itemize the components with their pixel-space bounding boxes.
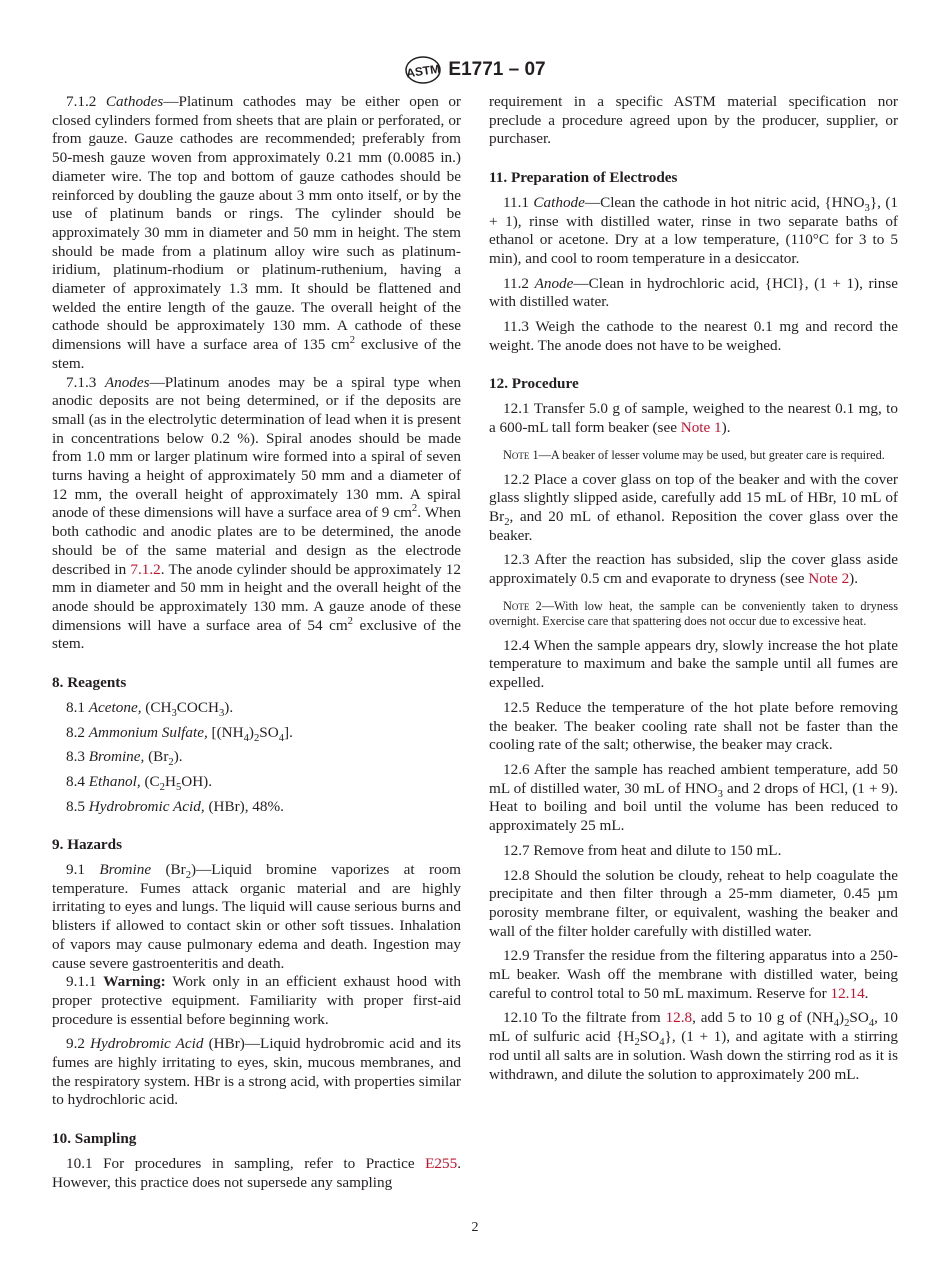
paragraph — [489, 637, 898, 693]
text-run: ) — [839, 1009, 845, 1027]
cross-reference-link[interactable]: 12.14 — [830, 984, 865, 1002]
text-run: 12.2 Place a cover glass on top of the beaker and with the cover glass slightly slipped aside, carefully add 15 mL of HBr, 10 mL of Br — [489, 470, 898, 525]
text-run: 8.3 — [66, 748, 89, 766]
text-run: Ammonium Sulfate, — [88, 723, 208, 741]
svg-text:ASTM: ASTM — [405, 61, 442, 81]
text-run: Cathode — [533, 193, 585, 211]
text-run: requirement in a specific ASTM material specification nor preclude a procedure agreed upon by the producer, supplier, or purchaser. — [489, 93, 898, 148]
text-run: Acetone, — [88, 698, 142, 716]
text-run: 10. Sampling — [52, 1130, 137, 1148]
text-run: Cathodes — [105, 93, 164, 110]
text-run: ). — [721, 418, 731, 436]
text-run: 7.1.3 — [66, 373, 105, 391]
text-run: Work only in an efficient exhaust hood with proper protective equipment. Familiarity with proper first-aid procedure is essential before beginning work. — [52, 973, 461, 1028]
paragraph — [489, 1009, 898, 1084]
section-heading — [52, 836, 461, 855]
subscript: 2 — [634, 1037, 640, 1049]
right-column — [489, 93, 898, 1084]
subscript: 2 — [185, 870, 192, 882]
reagent-item — [52, 798, 461, 817]
reagent-item — [52, 699, 461, 718]
text-run: (C — [140, 772, 160, 790]
text-run: 8. Reagents — [52, 674, 127, 692]
superscript: 2 — [411, 503, 418, 515]
cross-reference-link[interactable]: 7.1.2 — [130, 560, 161, 578]
text-run: exclusive of the stem. — [52, 616, 461, 653]
text-run: , and 20 mL of ethanol. Reposition the cover glass over the beaker. — [489, 507, 898, 544]
paragraph — [489, 275, 898, 312]
text-run: 11.2 — [503, 274, 535, 292]
subscript: 3 — [171, 707, 177, 719]
text-run: 12.9 Transfer the residue from the filtering apparatus into a 250-mL beaker. Wash off the membrane with distilled water, being careful to control total to 50 mL maximum. Reserve for — [489, 947, 898, 1002]
text-run: 12.4 When the sample appears dry, slowly increase the hot plate temperature to maximum and bake the sample until all fumes are expelled. — [489, 636, 898, 692]
text-run: Hydrobromic Acid — [90, 1035, 204, 1053]
subscript: 2 — [504, 516, 510, 528]
subscript: 2 — [253, 732, 260, 744]
text-run: (CH — [141, 698, 172, 716]
subscript: 5 — [175, 781, 182, 793]
text-run: 8.5 — [66, 797, 89, 815]
text-run: 2—With low heat, the sample can be conveniently taken to dryness overnight. Exercise care that spattering does not occur due to excessive heat. — [489, 598, 898, 628]
section-heading — [489, 375, 898, 394]
text-run: 7.1.2 — [66, 93, 106, 110]
text-run: ). — [173, 748, 183, 766]
text-run: (HBr)—Liquid hydrobromic acid and its fumes are highly irritating to eyes, skin, mucous membranes, and the respiratory system. HBr is a strong acid, with properties similar to hydrochloric acid. — [52, 1035, 461, 1109]
paragraph — [489, 867, 898, 942]
text-run: . When both cathodic and anodic plates are to be determined, the anode should be of the same material and design as the electrode described in — [52, 504, 461, 578]
text-run: ). — [224, 698, 234, 716]
reagent-item — [52, 724, 461, 743]
reagent-item — [52, 748, 461, 767]
text-run: Anode — [534, 274, 574, 292]
superscript: 2 — [349, 335, 356, 347]
paragraph — [52, 1035, 461, 1110]
text-run: )—Liquid bromine vaporizes at room temperature. Fumes attack organic material and are highly irritating to eyes and lungs. The liquid will cause serious burns and blisters if allowed to contact skin or other soft tissues. Inhalation of vapors may cause pulmonary edema and death. Ingestion may cause severe gastroenteritis and death. — [52, 861, 461, 972]
paragraph — [489, 699, 898, 755]
text-run: ) — [248, 723, 254, 741]
astm-logo-icon — [404, 55, 442, 85]
text-run: Bromine, — [88, 748, 145, 766]
paragraph — [489, 471, 898, 546]
section-heading — [52, 1130, 461, 1149]
text-run: . — [864, 984, 869, 1002]
cross-reference-link[interactable]: Note 1 — [680, 418, 722, 436]
text-run: (Br — [151, 861, 186, 879]
cross-reference-link[interactable]: Note 2 — [808, 570, 850, 588]
text-run: OH). — [181, 772, 213, 790]
text-run: [(NH — [207, 723, 244, 741]
paragraph — [52, 374, 461, 655]
document-designation: E1771 – 07 — [448, 59, 546, 80]
text-run: SO — [259, 723, 279, 741]
section-heading — [52, 674, 461, 693]
text-run: H — [164, 772, 176, 790]
text-run: 8.4 — [66, 772, 89, 790]
text-run: (HBr), 48%. — [204, 797, 284, 815]
paragraph — [489, 947, 898, 1003]
text-run: , 10 mL of sulfuric acid {H — [489, 1009, 899, 1046]
text-run: —Platinum anodes may be a spiral type when anodic deposits are not being determined, or if the deposits are small (as in the electrolytic determination of lead when it is present in concentrations below 0.2 %). Spiral anodes should be made from 1.0 mm or larger platinum wire formed into a spiral of seven turns having a height of approximately 50 mm and a diameter of 12 mm, the overall height of approximately 130 mm. A spiral anode of these dimensions will have a surface area of 9 cm — [52, 373, 462, 522]
text-run: 1—A beaker of lesser volume may be used, but greater care is required. — [529, 447, 885, 462]
subscript: 4 — [833, 1018, 840, 1030]
text-run: (Br — [144, 748, 169, 766]
subscript: 3 — [717, 788, 723, 800]
text-run: 12.8 Should the solution be cloudy, reheat to help coagulate the precipitate and then filter through a 25-mm diameter, 0.45 µm porosity membrane filter, or equivalent, washing the beaker and wall of the filter holder carefully with distilled water. — [489, 866, 898, 940]
text-run: , add 5 to 10 g of (NH — [692, 1009, 834, 1027]
subscript: 2 — [168, 757, 174, 769]
text-run: 9. Hazards — [52, 836, 123, 854]
text-run: —Clean the cathode in hot nitric acid, {HNO — [584, 193, 865, 211]
text-run: 12.1 Transfer 5.0 g of sample, weighed to the nearest 0.1 mg, to a 600-mL tall form beaker (see — [489, 400, 898, 436]
paragraph — [52, 973, 461, 1029]
text-run: Warning: — [103, 973, 166, 991]
subscript: 4 — [243, 732, 249, 744]
cross-reference-link[interactable]: 12.8 — [665, 1009, 693, 1027]
paragraph — [489, 400, 898, 437]
text-run: COCH — [176, 698, 219, 716]
cross-reference-link[interactable]: E255 — [425, 1154, 458, 1172]
subscript: 4 — [868, 1018, 875, 1030]
paragraph — [52, 93, 461, 374]
text-run: 12.3 After the reaction has subsided, slip the cover glass aside approximately 0.5 cm and evaporate to dryness (see — [489, 551, 898, 588]
subscript: 4 — [278, 732, 285, 744]
text-run: 9.2 — [66, 1035, 91, 1053]
text-run: 12.5 Reduce the temperature of the hot plate before removing the beaker. The beaker cooling rate shall not be faster than the cooling rate of the salt; otherwise, the beaker may crack. — [489, 698, 898, 754]
text-run: SO — [639, 1028, 660, 1046]
section-heading — [489, 169, 898, 188]
text-run: }, (1 + 1), rinse with distilled water, rinse in two separate baths of ethanol or acetone. Dry at a low temperature, (110°C for 3 to 5 min), and cool to room temperature in a desiccator. — [489, 193, 898, 267]
text-run: —Clean in hydrochloric acid, {HCl}, (1 + 1), rinse with distilled water. — [489, 274, 899, 311]
subscript: 2 — [844, 1018, 850, 1030]
paragraph — [489, 318, 898, 355]
paragraph — [489, 93, 898, 149]
paragraph — [52, 861, 461, 973]
text-run: 8.2 — [66, 723, 89, 741]
paragraph — [52, 1155, 461, 1192]
note-paragraph — [489, 448, 898, 463]
text-run: —Platinum cathodes may be either open or closed cylinders formed from sheets that are plain or perforated, or from gauze. Gauze cathodes are recommended; preferably from 50-mesh gauze woven from approximately 0.21 mm (0.0085 in.) diameter wire. The top and bottom of gauze cathodes should be reinforced by doubling the gauze about 3 mm onto itself, or by the use of platinum bands or rings. The cylinder should be approximately 30 mm in diameter and 50 mm in height. The stem should be made from a platinum alloy wire such as platinum-iridium, platinum-rhodium or platinum-ruthenium, having a diameter of approximately 1.3 mm. It should be flattened and welded the entire length of the gauze. The overall height of the cathode should be approximately 130 mm. A cathode of these dimensions will have a surface area of 135 cm — [52, 93, 461, 354]
superscript: 2 — [347, 615, 353, 627]
text-run: 9.1 — [66, 861, 100, 879]
text-run: exclusive of the stem. — [52, 336, 462, 372]
text-run: ). — [849, 570, 859, 588]
text-run: 11.1 — [503, 193, 534, 211]
text-run: Anodes — [104, 373, 150, 391]
text-run: Note — [503, 447, 530, 462]
text-run: . The anode cylinder should be approximately 12 mm in diameter and 50 mm in height and the overall height of the anode should be approximately 130 mm. A gauze anode of these dimensions will have a surface area of 54 cm — [52, 560, 461, 634]
text-run: Bromine — [99, 861, 152, 879]
text-run: 10.1 For procedures in sampling, refer to Practice — [66, 1154, 426, 1172]
text-run: ]. — [284, 723, 293, 741]
paragraph — [489, 551, 898, 588]
subscript: 3 — [864, 202, 870, 214]
text-run: Hydrobromic Acid, — [88, 797, 205, 815]
left-column — [52, 93, 461, 1192]
paragraph — [489, 761, 898, 836]
text-run: 12. Procedure — [489, 375, 579, 393]
text-run: 12.6 After the sample has reached ambient temperature, add 50 mL of distilled water, 30 mL of HNO — [489, 760, 898, 797]
note-paragraph — [489, 599, 898, 629]
text-run: Note — [503, 598, 530, 613]
text-run: SO — [849, 1009, 869, 1027]
text-run: 12.10 To the filtrate from — [503, 1009, 666, 1027]
page-header — [0, 55, 950, 85]
reagent-item — [52, 773, 461, 792]
page-number: 2 — [471, 1220, 479, 1235]
text-run: 9.1.1 — [66, 973, 104, 991]
subscript: 2 — [159, 781, 165, 793]
text-run: }, (1 + 1), and agitate with a stirring rod until all salts are in solution. Wash down the stirring rod as it is withdrawn, and dilute the solution to approximately 200 mL. — [489, 1028, 898, 1083]
text-run: . However, this practice does not supersede any sampling — [52, 1154, 461, 1191]
text-run: 11. Preparation of Electrodes — [489, 169, 678, 187]
subscript: 3 — [218, 707, 225, 719]
text-run: Ethanol, — [88, 772, 141, 790]
subscript: 4 — [659, 1037, 665, 1049]
text-run: and 2 drops of HCl, (1 + 9). Heat to boiling and boil until the volume has been reduced to approximately 25 mL. — [489, 779, 898, 835]
text-run: 11.3 Weigh the cathode to the nearest 0.1 mg and record the weight. The anode does not have to be weighed. — [489, 318, 898, 354]
text-run: 8.1 — [66, 698, 89, 716]
paragraph — [489, 194, 898, 269]
text-run: 12.7 Remove from heat and dilute to 150 mL. — [503, 841, 782, 859]
paragraph — [489, 842, 898, 861]
